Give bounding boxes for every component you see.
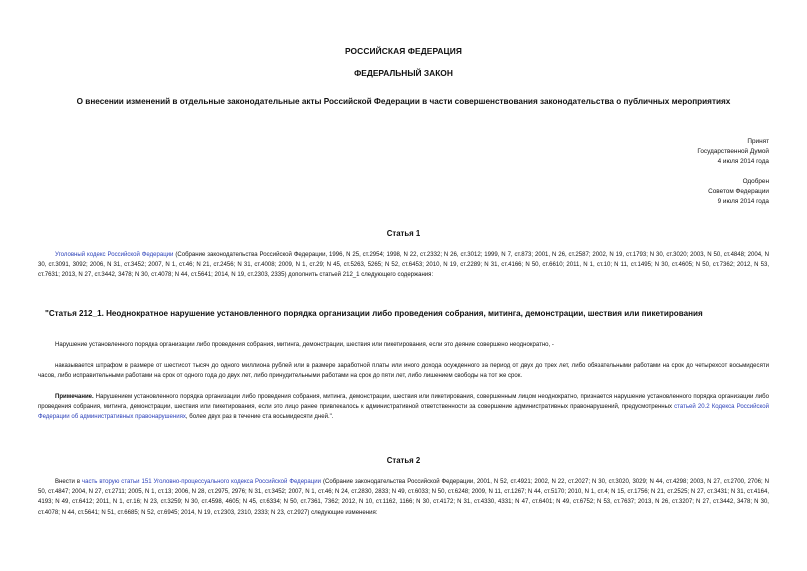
adoption-line-1: Принят	[747, 138, 769, 145]
article-1-paragraph	[38, 250, 769, 281]
law-title: О внесении изменений в отдельные законодательные акты Российской Федерации в части совершенствования законодательства о публичных мероприятиях	[76, 97, 731, 106]
country-heading: РОССИЙСКАЯ ФЕДЕРАЦИЯ	[344, 46, 463, 56]
article-1-heading: Статья 1	[386, 229, 421, 238]
article-212-1-note	[38, 392, 769, 423]
article-2-paragraph	[38, 477, 769, 518]
adoption-line-3: 4 июля 2014 года	[717, 158, 769, 165]
adoption-line-2: Государственной Думой	[697, 148, 769, 155]
law-type-heading: ФЕДЕРАЛЬНЫЙ ЗАКОН	[354, 68, 453, 78]
approval-line-1: Одобрен	[742, 178, 769, 185]
approval-block	[708, 177, 769, 207]
note-text: Нарушением установленного порядка организации либо проведения собрания, митинга, демонстрации, шествия или пикетирования, совершенным лицом неоднократно, признается нарушение установленного порядка организации либо проведения собрания, митинга, демонстрации, шествия или пикетирования, если это лицо ранее привлекалось к административной ответственности за совершение административных правонарушений, предусмотренных	[38, 394, 769, 411]
article-2-heading: Статья 2	[386, 456, 421, 465]
adoption-block	[697, 137, 769, 167]
article-1-text: (Собрание законодательства Российской Федерации, 1996, N 25, ст.2954; 1998, N 22, ст.2332; N 26, ст.3012; 1999, N 7, ст.873; 2001, N 26, ст.2587; 2002, N 19, ст.1793; N 30, ст.3020; 2003, N 50, ст.4848; 2004, N 30, ст.3091, 3092; 2006, N 31, ст.3452; 2007, N 1, ст.46; N 21, ст.2456; N 31, ст.4008; 2009, N 1, ст.29; N 45, ст.5263, 5265; N 52, ст.6453; 2010, N 19, ст.2289; N 31, ст.4166; N 50, ст.6610; 2011, N 1, ст.10; N 11, ст.1495; N 30, ст.4605; N 50, ст.7362; 2012, N 53, ст.7631; 2013, N 27, ст.3442, 3478; N 30, ст.4078; N 44, ст.5641; 2014, N 19, ст.2303, 2335) дополнить статьей 212_1 следующего содержания:	[38, 252, 769, 279]
approval-line-2: Советом Федерации	[708, 188, 769, 195]
article-2-text: (Собрание законодательства Российской Федерации, 2001, N 52, ст.4921; 2002, N 22, ст.2027; N 30, ст.3020, 3029; N 44, ст.4298; 2003, N 27, ст.2700, 2706; N 50, ст.4847; 2004, N 27, ст.2711; 2005, N 1, ст.13; 2006, N 28, ст.2975, 2976; N 31, ст.3452; 2007, N 1, ст.46; N 24, ст.2830, 2833; N 49, ст.6033; N 50, ст.6248; 2009, N 11, ст.1267; N 44, ст.5170; 2010, N 1, ст.4; N 15, ст.1756; N 21, ст.2525; N 27, ст.3431; N 31, ст.4164, 4193; N 49, ст.6412; 2011, N 1, ст.16; N 23, ст.3259; N 30, ст.4598, 4605; N 45, ст.6334; N 50, ст.7361, 7362; 2012, N 10, ст.1162, 1166; N 30, ст.4172; N 31, ст.4330, 4331; N 47, ст.6401; N 49, ст.6752; N 53, ст.7637; 2013, N 26, ст.3207; N 27, ст.3442, 3478; N 30, ст.4078; N 44, ст.5641; N 51, ст.6685; N 52, ст.6945; 2014, N 19, ст.2303, 2310, 2333; N 23, ст.2927) следующие изменения:	[38, 479, 770, 516]
article-212-1-title: "Статья 212_1. Неоднократное нарушение установленного порядка организации либо проведения собрания, митинга, демонстрации, шествия или пикетирования	[45, 309, 703, 318]
criminal-procedure-code-link[interactable]: часть вторую статьи 151 Уголовно-процессуального кодекса Российской Федерации	[81, 479, 322, 485]
note-end: , более двух раз в течение ста восьмидесяти дней.".	[185, 414, 334, 421]
article-212-1-paragraph-2: наказывается штрафом в размере от шестисот тысяч до одного миллиона рублей или в размере заработной платы или иного дохода осужденного за период от двух до трех лет, либо обязательными работами на срок до четырехсот восьмидесяти часов, либо исправительными работами на срок от одного года до двух лет, либо принудительными работами на срок до пяти лет, либо лишением свободы на тот же срок.	[38, 363, 769, 380]
criminal-code-link[interactable]: Уголовный кодекс Российской Федерации	[55, 252, 174, 258]
article-212-1-paragraph-1: Нарушение установленного порядка организации либо проведения собрания, митинга, демонстрации, шествия или пикетирования, если это деяние совершено неоднократно, -	[55, 342, 554, 348]
admin-code-link[interactable]: статьей 20.2 Кодекса Российской Федерации об административных правонарушениях	[38, 404, 769, 421]
note-label: Примечание.	[55, 394, 94, 400]
approval-line-3: 9 июля 2014 года	[717, 198, 769, 205]
article-2-intro: Внести в	[55, 479, 82, 485]
